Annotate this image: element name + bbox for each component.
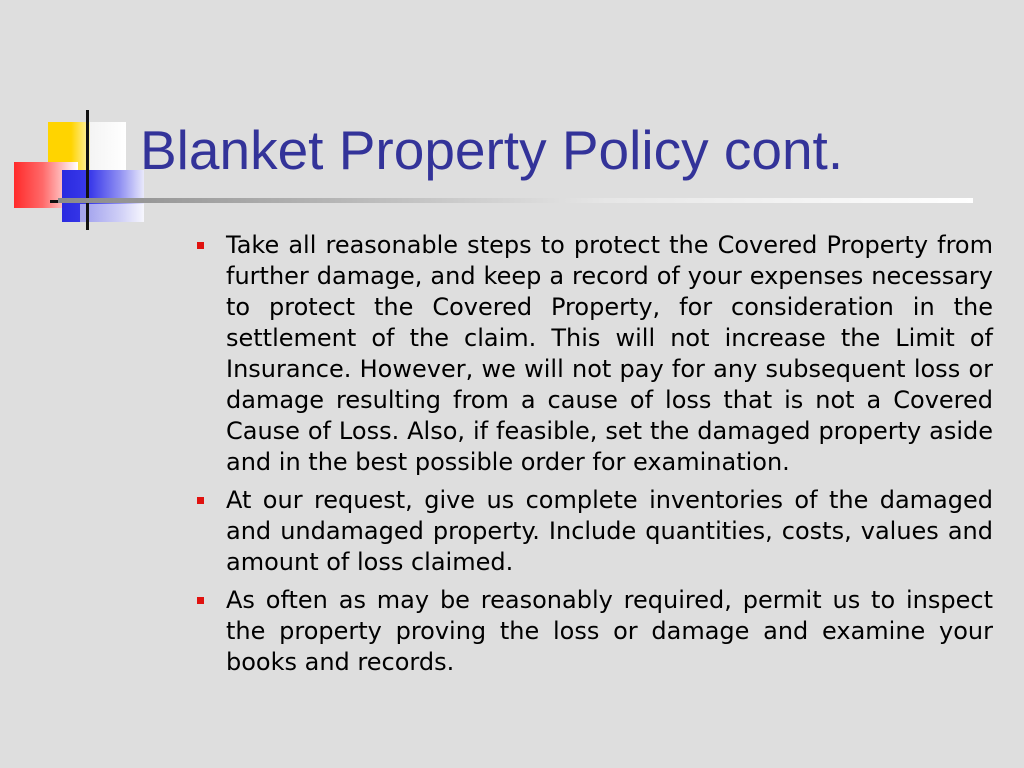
slide-title: Blanket Property Policy cont. <box>140 119 844 181</box>
bullet-item <box>190 485 993 578</box>
bullet-text: Take all reasonable steps to protect the Covered Property from further damage, and keep a record of your expenses necessary to protect the Covered Property, for consideration in the settlement of the claim. This will not increase the Limit of Insurance. However, we will not pay for any subsequent loss or damage resulting from a cause of loss that is not a Covered Cause of Loss. Also, if feasible, set the damaged property aside and in the best possible order for examination. <box>226 231 993 476</box>
square-bullet-icon <box>197 597 204 604</box>
square-bullet-icon <box>197 497 204 504</box>
square-bullet-icon <box>197 242 204 249</box>
bullet-text: As often as may be reasonably required, permit us to inspect the property proving the loss or damage and examine your books and records. <box>226 586 993 676</box>
slide-content <box>190 230 993 685</box>
decorative-squares-logo <box>10 108 150 232</box>
bullet-item <box>190 585 993 678</box>
white-square <box>90 122 126 170</box>
bullet-text: At our request, give us complete inventories of the damaged and undamaged property. Include quantities, costs, values and amount of loss claimed. <box>226 486 993 576</box>
vertical-line <box>86 110 89 230</box>
white-fade-square <box>80 204 144 222</box>
bullet-list <box>190 230 993 678</box>
bullet-item <box>190 230 993 478</box>
title-divider <box>58 198 973 203</box>
